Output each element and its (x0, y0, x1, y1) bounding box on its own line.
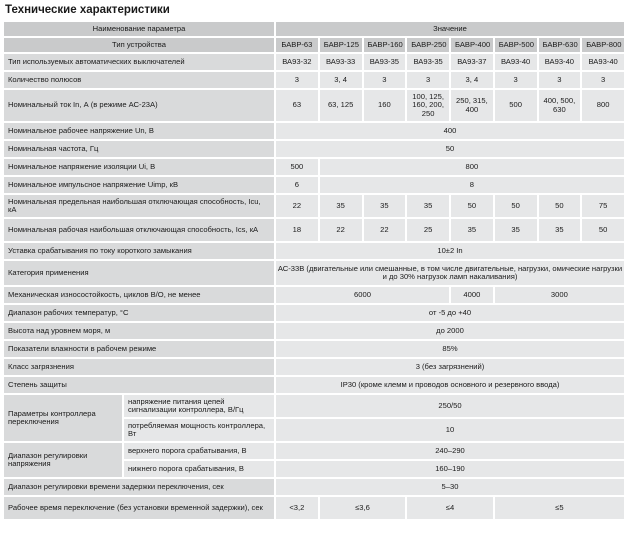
row-sublabel: потребляемая мощность контроллера, Вт (124, 419, 274, 441)
table-cell: 50 (539, 195, 581, 217)
table-cell: 50 (451, 195, 493, 217)
table-cell: 100, 125, 160, 200, 250 (407, 90, 449, 121)
row-label: Номинальная частота, Гц (4, 141, 274, 157)
row-label: Высота над уровнем моря, м (4, 323, 274, 339)
device-row (4, 38, 624, 52)
device-cell: БАВР-800 (582, 38, 624, 52)
table-cell: 22 (320, 219, 362, 241)
table-row (4, 341, 624, 357)
row-label: Рабочее время переключение (без установки временной задержки), сек (4, 497, 274, 519)
row-label: Класс загрязнения (4, 359, 274, 375)
table-cell: 6 (276, 177, 318, 193)
param-header: Наименование параметра (4, 22, 274, 36)
table-cell: 240–290 (276, 443, 624, 459)
row-label: Диапазон регулировки напряжения (4, 443, 122, 477)
table-cell: ВА93-35 (407, 54, 449, 70)
table-cell: ≤4 (407, 497, 493, 519)
table-row (4, 479, 624, 495)
table-row (4, 261, 624, 285)
table-cell: 18 (276, 219, 318, 241)
table-cell: от -5 до +40 (276, 305, 624, 321)
table-cell: 6000 (276, 287, 449, 303)
table-cell: 400, 500, 630 (539, 90, 581, 121)
table-row (4, 359, 624, 375)
row-label: Тип используемых автоматических выключателей (4, 54, 274, 70)
device-label: Тип устройства (4, 38, 274, 52)
table-cell: ВА93-35 (364, 54, 406, 70)
table-cell: 50 (495, 195, 537, 217)
table-cell: 22 (364, 219, 406, 241)
table-cell: 400 (276, 123, 624, 139)
table-cell: 250/50 (276, 395, 624, 417)
table-cell: 160–190 (276, 461, 624, 477)
table-cell: 10 (276, 419, 624, 441)
device-cell: БАВР-500 (495, 38, 537, 52)
table-cell: 75 (582, 195, 624, 217)
table-row (4, 195, 624, 217)
table-row (4, 219, 624, 241)
table-row (4, 90, 624, 121)
table-cell: 63, 125 (320, 90, 362, 121)
table-cell: 3 (495, 72, 537, 88)
table-cell: 10±2 In (276, 243, 624, 259)
table-cell: 63 (276, 90, 318, 121)
row-label: Номинальное импульсное напряжение Uimp, кВ (4, 177, 274, 193)
table-row (4, 497, 624, 519)
table-row (4, 323, 624, 339)
spec-table (2, 20, 626, 521)
device-cell: БАВР-125 (320, 38, 362, 52)
table-row (4, 159, 624, 175)
table-cell: 3, 4 (320, 72, 362, 88)
row-sublabel: верхнего порога срабатывания, В (124, 443, 274, 459)
table-cell: 500 (495, 90, 537, 121)
table-cell: 25 (407, 219, 449, 241)
row-label: Степень защиты (4, 377, 274, 393)
table-cell: ≤5 (495, 497, 624, 519)
table-row (4, 177, 624, 193)
table-cell: ВА93-40 (495, 54, 537, 70)
table-cell: 3 (276, 72, 318, 88)
table-cell: 35 (320, 195, 362, 217)
table-cell: 800 (320, 159, 624, 175)
table-row (4, 243, 624, 259)
table-cell: 3 (без загрязнений) (276, 359, 624, 375)
device-cell: БАВР-160 (364, 38, 406, 52)
row-label: Номинальная рабочая наибольшая отключающая способность, Ics, кА (4, 219, 274, 241)
table-cell: до 2000 (276, 323, 624, 339)
row-label: Номинальная предельная наибольшая отключающая способность, Icu, кА (4, 195, 274, 217)
table-cell: 250, 315, 400 (451, 90, 493, 121)
table-cell: 3, 4 (451, 72, 493, 88)
table-cell: 85% (276, 341, 624, 357)
device-cell: БАВР-630 (539, 38, 581, 52)
table-row (4, 395, 624, 417)
table-row (4, 305, 624, 321)
table-cell: ВА93-32 (276, 54, 318, 70)
table-cell: 800 (582, 90, 624, 121)
table-cell: ВА93-33 (320, 54, 362, 70)
table-cell: ВА93-40 (582, 54, 624, 70)
device-cell: БАВР-400 (451, 38, 493, 52)
table-cell: 50 (582, 219, 624, 241)
table-cell: ≤3,6 (320, 497, 406, 519)
table-cell: 3 (582, 72, 624, 88)
row-sublabel: напряжение питания цепей сигнализации контроллера, В/Гц (124, 395, 274, 417)
table-cell: IP30 (кроме клемм и проводов основного и резервного ввода) (276, 377, 624, 393)
table-cell: 4000 (451, 287, 493, 303)
table-cell: ВА93-40 (539, 54, 581, 70)
table-row (4, 123, 624, 139)
value-header: Значение (276, 22, 624, 36)
device-cell: БАВР-63 (276, 38, 318, 52)
table-cell: 500 (276, 159, 318, 175)
table-row (4, 72, 624, 88)
table-cell: 160 (364, 90, 406, 121)
row-label: Номинальный ток In, А (в режиме АС-23А) (4, 90, 274, 121)
table-cell: 8 (320, 177, 624, 193)
header-row (4, 22, 624, 36)
table-cell: 3 (539, 72, 581, 88)
table-row (4, 443, 624, 459)
table-cell: 50 (276, 141, 624, 157)
table-cell: 35 (407, 195, 449, 217)
table-cell: 35 (364, 195, 406, 217)
row-label: Уставка срабатывания по току короткого замыкания (4, 243, 274, 259)
table-cell: 3 (407, 72, 449, 88)
row-label: Количество полюсов (4, 72, 274, 88)
row-label: Показатели влажности в рабочем режиме (4, 341, 274, 357)
table-cell: 5–30 (276, 479, 624, 495)
row-label: Параметры контроллера переключения (4, 395, 122, 441)
row-label: Категория применения (4, 261, 274, 285)
device-cell: БАВР-250 (407, 38, 449, 52)
row-label: Номинальное напряжение изоляции Ui, В (4, 159, 274, 175)
table-cell: 22 (276, 195, 318, 217)
row-label: Диапазон рабочих температур, °С (4, 305, 274, 321)
table-row (4, 141, 624, 157)
row-label: Номинальное рабочее напряжение Un, В (4, 123, 274, 139)
table-cell: 35 (451, 219, 493, 241)
row-label: Диапазон регулировки времени задержки переключения, сек (4, 479, 274, 495)
table-row (4, 287, 624, 303)
table-cell: 35 (539, 219, 581, 241)
table-row (4, 54, 624, 70)
table-cell: 3000 (495, 287, 624, 303)
table-row (4, 377, 624, 393)
table-cell: <3,2 (276, 497, 318, 519)
page-title: Технические характеристики (5, 4, 170, 16)
table-cell: ВА93-37 (451, 54, 493, 70)
row-sublabel: нижнего порога срабатывания, В (124, 461, 274, 477)
row-label: Механическая износостойкость, циклов В/О, не менее (4, 287, 274, 303)
table-cell: АС-33В (двигательные или смешанные, в том числе двигательные, нагрузки, омические нагрузки и до 30% нагрузок ламп накаливания) (276, 261, 624, 285)
table-cell: 3 (364, 72, 406, 88)
table-cell: 35 (495, 219, 537, 241)
